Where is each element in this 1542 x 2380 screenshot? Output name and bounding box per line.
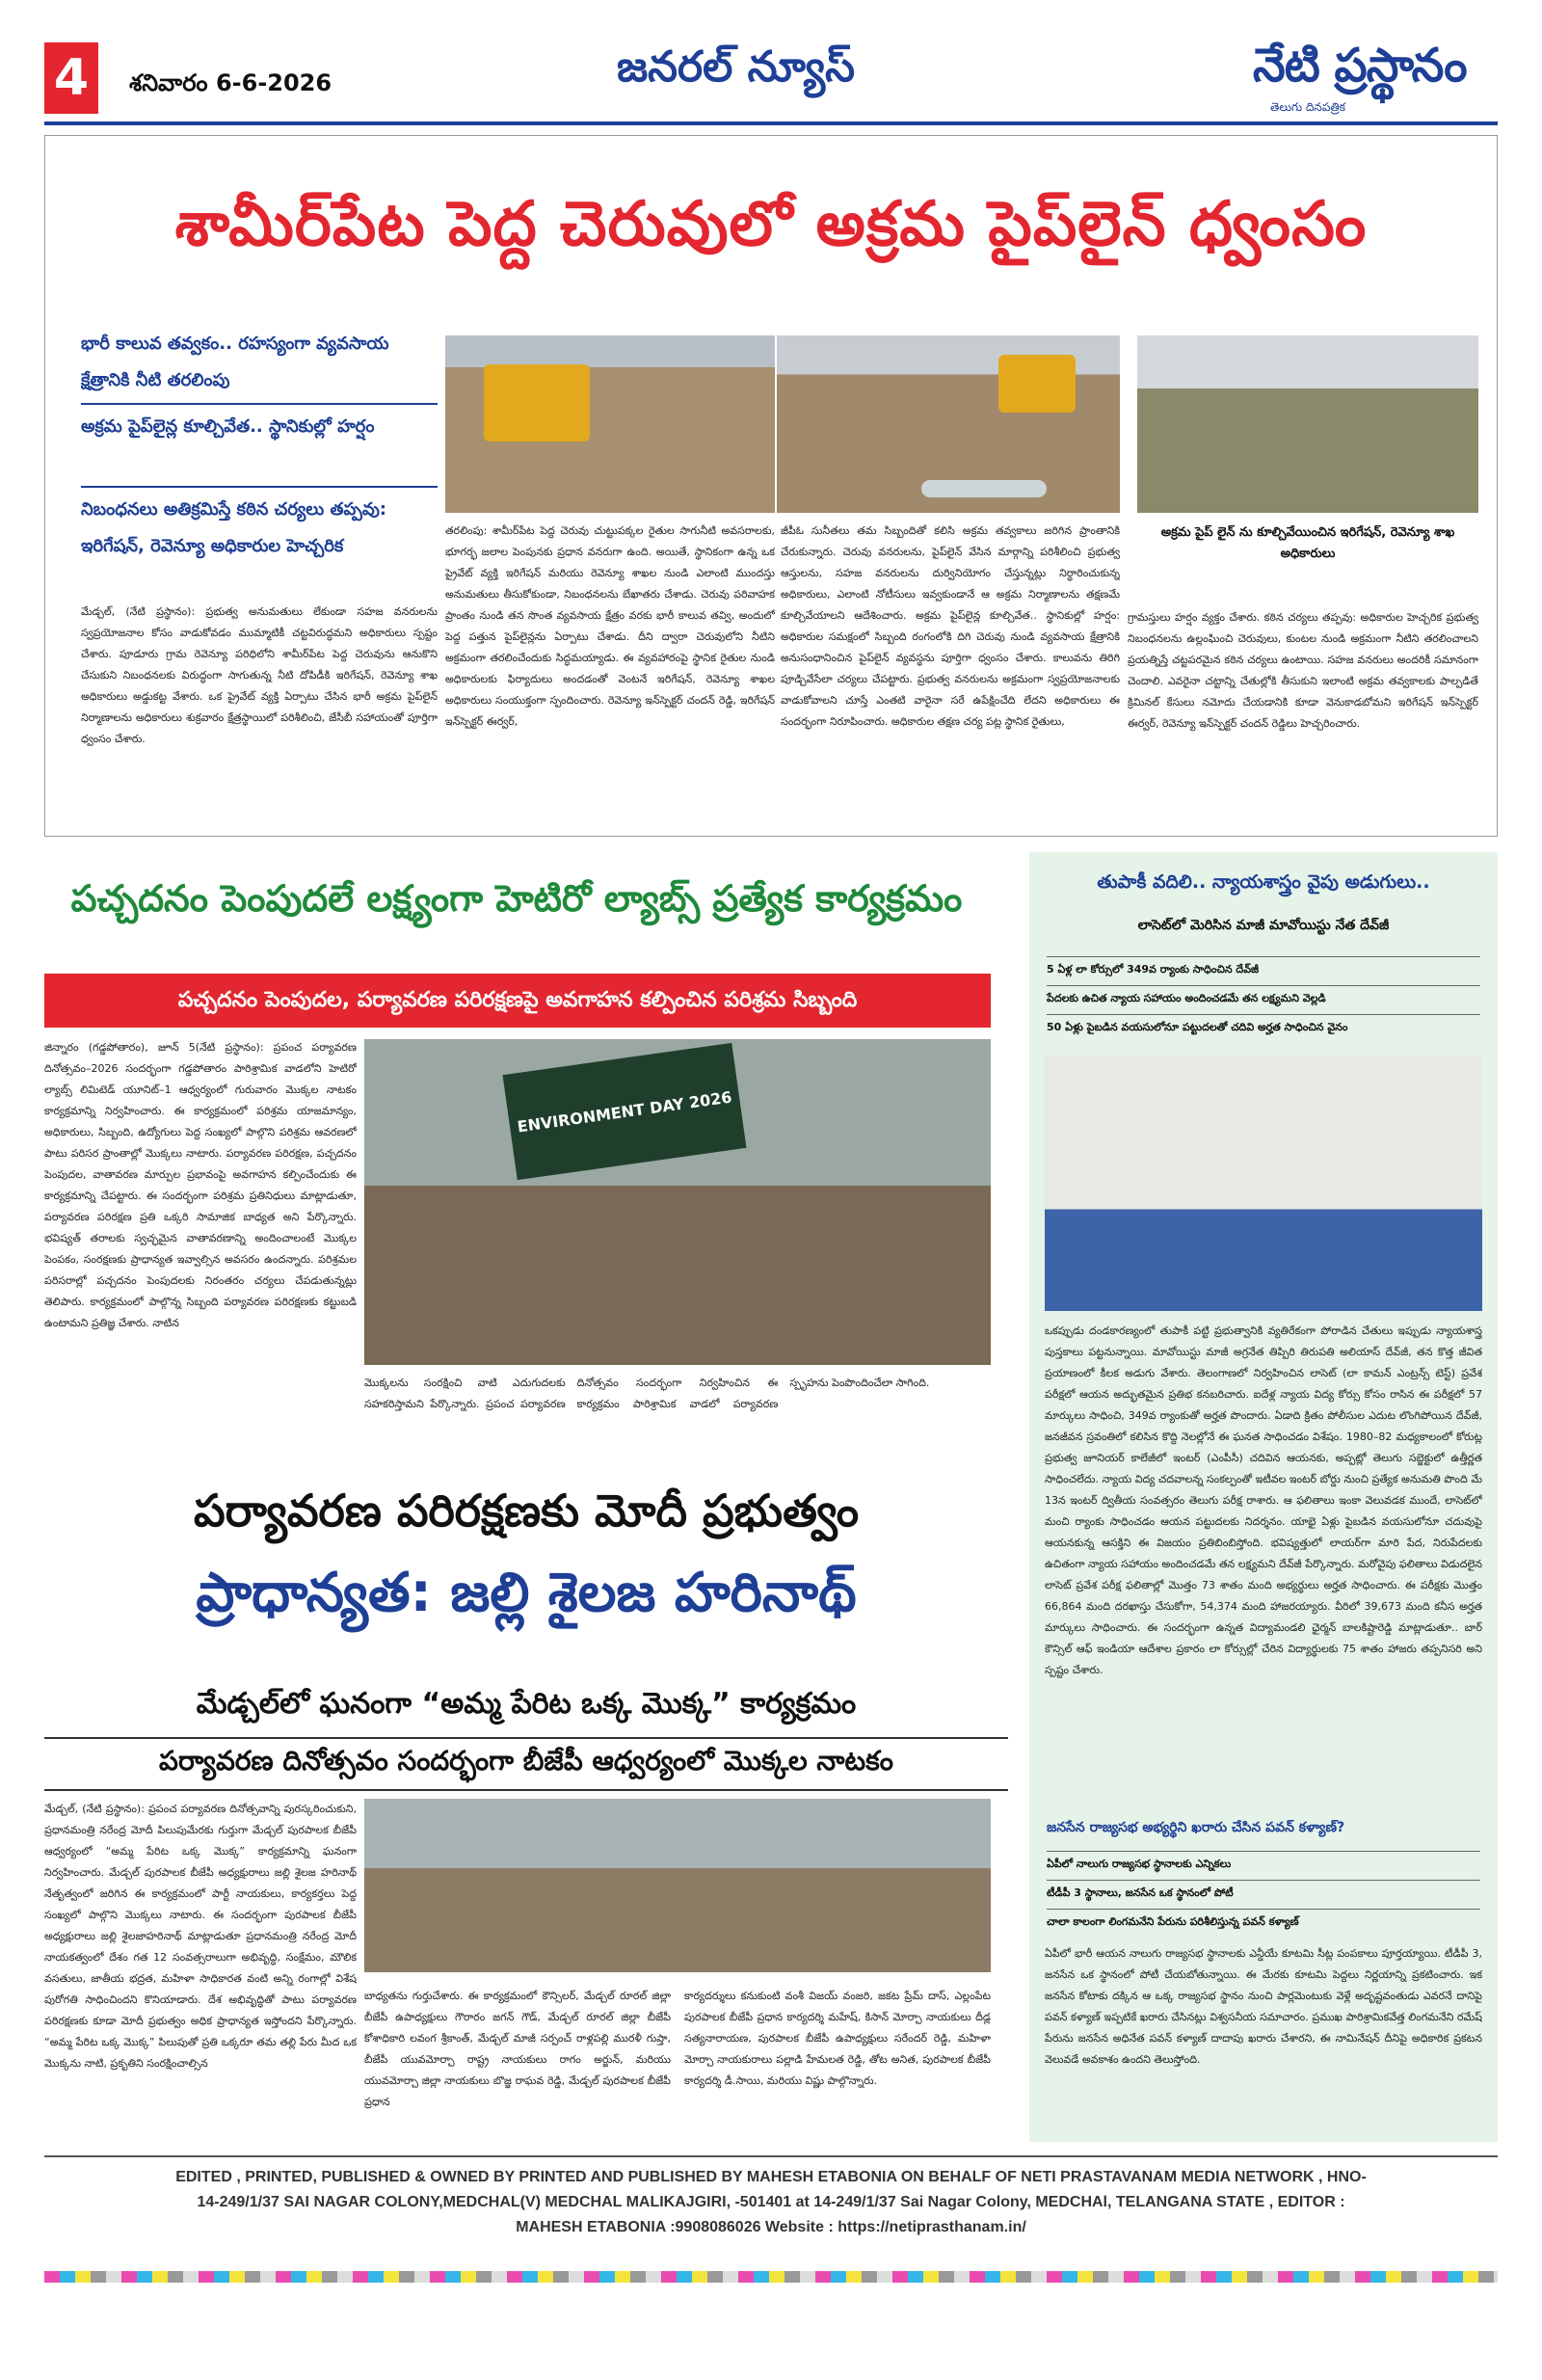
story1-headline: శామీర్‌పేట పెద్ద చెరువులో అక్రమ పైప్‌లైన్ ధ్వంసం bbox=[174, 189, 1368, 260]
newspaper-tagline: తెలుగు దినపత్రిక bbox=[1270, 100, 1346, 114]
sidebar-highlight: 5 ఏళ్ల లా కోర్సులో 349వ ర్యాంకు సాధించిన దేవ్‌జీ bbox=[1047, 956, 1480, 978]
story3-subhead-2: పర్యావరణ దినోత్సవం సందర్భంగా బీజేపీ ఆధ్వర్యంలో మొక్కల నాటకం bbox=[44, 1737, 1008, 1791]
imprint-line-1: EDITED , PRINTED, PUBLISHED & OWNED BY PRINTED AND PUBLISHED BY MAHESH ETABONIA ON BEHALF OF NETI PRASTAVANAM MEDIA NETWORK , HNO- bbox=[175, 2169, 1367, 2185]
color-registration-strip bbox=[44, 2271, 1498, 2283]
excavator-photo bbox=[445, 335, 775, 513]
sidebar-highlight: టీడీపీ 3 స్థానాలు, జనసేన ఒక స్థానంలో పోటీ bbox=[1047, 1880, 1480, 1902]
section-title: జనరల్ న్యూస్ bbox=[617, 42, 855, 92]
bjp-planting-photo bbox=[364, 1799, 991, 1972]
sidebar-headline-2: జనసేన రాజ్యసభ అభ్యర్థిని ఖరారు చేసిన పవన్ కళ్యాణ్? bbox=[1047, 1820, 1345, 1835]
story1-subhead-3: నిబంధనలు అతిక్రమిస్తే కఠిన చర్యలు తప్పవు: ఇరిగేషన్, రెవెన్యూ అధికారుల హెచ్చరిక bbox=[81, 499, 386, 556]
photo-caption: అక్రమ పైప్ లైన్ ను కూల్చివేయించిన ఇరిగేషన్, రెవెన్యూ శాఖ అధికారులు bbox=[1160, 525, 1455, 561]
page-number: 4 bbox=[44, 42, 98, 114]
imprint-line-3: MAHESH ETABONIA :9908086026 Website : https://netiprasthanam.in/ bbox=[516, 2219, 1026, 2235]
subhead-divider bbox=[81, 403, 438, 405]
story3-headline-line1: పర్యావరణ పరిరక్షణకు మోదీ ప్రభుత్వం bbox=[193, 1484, 860, 1537]
story1-subhead-1: భారీ కాలువ తవ్వకం.. రహస్యంగా వ్యవసాయ క్షేత్రానికి నీటి తరలింపు bbox=[81, 334, 389, 390]
sidebar-body: ఒకప్పుడు దండకారణ్యంలో తుపాకీ పట్టి ప్రభుత్వానికి వ్యతిరేకంగా పోరాడిన చేతులు ఇప్పుడు న్యాయశాస్త్ర పుస్తకాలు పట్టనున్నాయి. మావోయిస్టు మాజీ అగ్రనేత తిప్పిరి తిరుపతి అలియాస్ దేవ్‌జీ, తన కొత్త జీవిత ప్రయాణంలో కీలక అడుగు వేశారు. తెలంగాణలో నిర్వహించిన లాసెట్ (లా కామన్ ఎంట్రన్స్ టెస్ట్) ప్రవేశ పరీక్షలో ఆయన అద్భుతమైన ప్రతిభ కనబరిచారు. ఐదేళ్ల న్యాయ విద్య కోర్సు కోసం రాసిన ఈ పరీక్షలో 57 మార్కులు సాధించి, 349వ ర్యాంకుతో అర్హత పొందారు. ఏడాది క్రితం పోలీసుల ఎదుట లొంగిపోయిన దేవ్‌జీ, జనజీవన స్రవంతిలో కలిసిన కొద్ది నెలల్లోనే ఈ ఘనత సాధించడం విశేషం. 1980–82 మధ్యకాలంలో కోరుట్ల ప్రభుత్వ జూనియర్ కాలేజీలో ఇంటర్ (ఎంపీసీ) చదివిన ఆయనకు, అప్పట్లో తెలుగు సబ్జెక్టులో ఉత్తీర్ణత సాధించలేదు. న్యాయ విద్య చదవాలన్న సంకల్పంతో ఇటీవల ఇంటర్ బోర్డు నుంచి ప్రత్యేక అనుమతి పొంది మే 13న ఇంటర్ ద్వితీయ సంవత్సరం తెలుగు పరీక్ష రాశారు. ఆ ఫలితాలు ఇంకా వెలువడక ముందే, లాసెట్‌లో మంచి ర్యాంకు సాధించడం ఆయన పట్టుదలకు నిదర్శనం. యాభై ఏళ్లు పైబడిన వయసులోనూ చదువుపై ఆయనకున్న ఆసక్తిని ఈ విజయం ప్రతిబింబిస్తోంది. భవిష్యత్తులో లాయర్‌గా మారి పేద, నిరుపేదలకు ఉచితంగా న్యాయ సహాయం అందించడమే తన లక్ష్యమని దేవ్‌జీ పేర్కొన్నారు. మరోవైపు ఫలితాలు విడుదలైన లాసెట్ ప్రవేశ పరీక్ష ఫలితాల్లో మొత్తం 73 శాతం మంది అభ్యర్థులు అర్హత సాధించారు. ఈ పరీక్షకు మొత్తం 66,864 మంది దరఖాస్తు చేసుకోగా, 54,374 మంది హాజరయ్యారు. వీరిలో 39,673 మంది కనీస అర్హత మార్కులు సాధించారు. ఈ సందర్భంగా ఉన్నత విద్యామండలి ఛైర్మన్ బాలకిష్టారెడ్డి మాట్లాడుతూ.. బార్ కౌన్సిల్ ఆఫ్ ఇండియా ఆదేశాల ప్రకారం లా కోర్సుల్లో చేరిన విద్యార్థులకు 75 శాతం హాజరు తప్పనిసరి అని స్పష్టం చేశారు. bbox=[1045, 1324, 1482, 1676]
issue-date: శనివారం 6-6-2026 bbox=[129, 69, 332, 96]
story1-subhead-2: అక్రమ పైప్‌లైన్ల కూల్చివేత.. స్థానికుల్లో హర్షం bbox=[81, 416, 375, 437]
story3-headline-line2: ప్రాధాన్యత: జల్లి శైలజ హరినాథ్ bbox=[196, 1562, 857, 1624]
sidebar-highlight: 50 ఏళ్లు పైబడిన వయసులోనూ పట్టుదలతో చదివి అర్హత సాధించిన వైనం bbox=[1047, 1014, 1480, 1036]
jcb-icon bbox=[998, 355, 1076, 413]
story3-body-left: మేడ్చల్, (నేటి ప్రస్థానం): ప్రపంచ పర్యావరణ దినోత్సవాన్ని పురస్కరించుకుని, ప్రధానమంత్రి నరేంద్ర మోదీ పిలుపుమేరకు గుర్తుగా మేడ్చల్ పురపాలక బీజేపీ ఆధ్వర్యంలో “అమ్మ పేరిట ఒక్క మొక్క” కార్యక్రమాన్ని ఘనంగా నిర్వహించారు. మేడ్చల్ పురపాలక బీజేపీ అధ్యక్షురాలు జల్లి శైలజ హరినాథ్ నేతృత్వంలో జరిగిన ఈ కార్యక్రమంలో పార్టీ నాయకులు, కార్యకర్తలు పెద్ద సంఖ్యలో పాల్గొని మొక్కలు నాటారు. ఈ సందర్భంగా పురపాలక బీజేపీ అధ్యక్షురాలు జల్లి శైలజాహరినాథ్ మాట్లాడుతూ ప్రధానమంత్రి నరేంద్ర మోదీ నాయకత్వంలో దేశం గత 12 సంవత్సరాలుగా అభివృద్ధి, సంక్షేమం, మౌలిక వసతులు, జాతీయ భద్రత, మహిళా సాధికారత వంటి అన్ని రంగాల్లో విశేష పురోగతి సాధించిందని కొనియాడారు. దేశ అభివృద్ధితో పాటు పర్యావరణ పరిరక్షణకు కూడా మోదీ ప్రభుత్వం అధిక ప్రాధాన్యత ఇస్తోందని పేర్కొన్నారు. “అమ్మ పేరిట ఒక్క మొక్క” పిలుపుతో ప్రతి ఒక్కరూ తమ తల్లి పేరు మీద ఒక మొక్కను నాటి, ప్రకృతిని సంరక్షించాల్సిన bbox=[44, 1803, 357, 2070]
pipeline-trench-photo bbox=[777, 335, 1120, 513]
sidebar-headline: తుపాకీ వదిలి.. న్యాయశాస్త్రం వైపు అడుగులు.. bbox=[1097, 871, 1430, 893]
pipe-icon bbox=[921, 480, 1047, 497]
jcb-icon bbox=[484, 364, 590, 441]
story2-headline: పచ్చదనం పెంపుదలే లక్ష్యంగా హెటిరో ల్యాబ్స్ ప్రత్యేక కార్యక్రమం bbox=[70, 877, 963, 920]
story1-body-col2: తరలింపు: శామీర్‌పేట పెద్ద చెరువు చుట్టుపక్కల రైతుల సాగునీటి అవసరాలకు, భూగర్భ జలాల పెంపునకు ప్రధాన వనరుగా ఉంది. అయితే, స్థానికంగా ఉన్న ఒక ప్రైవేట్ వ్యక్తి ఇరిగేషన్ మరియు రెవెన్యూ శాఖల నుండి ఎలాంటి ముందస్తు అనుమతులు తీసుకోకుండా, నిబంధనలను బేఖాతరు చేశాడు. చెరువు పరివాహక ప్రాంతం నుండి తన సొంత వ్యవసాయ క్షేత్రం వరకు భారీ కాలువ తవ్వి, అందులో పెద్ద పత్తున పైప్‌లైన్లను ఏర్పాటు చేశాడు. దీని ద్వారా చెరువులోని నీటిని అక్రమంగా తరలించేందుకు సిద్ధమయ్యాడు. ఈ వ్యవహారంపై స్థానిక రైతుల నుండి అధికారులకు ఫిర్యాదులు అందడంతో వెంటనే ఇరిగేషన్, రెవెన్యూ శాఖల అధికారులు సంయుక్తంగా స్పందించారు. రెవెన్యూ ఇన్‌స్పెక్టర్ చందన్ రెడ్డి, ఇరిగేషన్ ఇన్‌స్పెక్టర్ ఈర్వర్, bbox=[445, 524, 775, 728]
footer-rule bbox=[44, 2155, 1498, 2157]
devji-portrait-photo bbox=[1045, 1056, 1482, 1311]
story3-body-mid: బాధ్యతను గుర్తుచేశారు. ఈ కార్యక్రమంలో కౌన్సిలర్, మేడ్చల్ రూరల్ జిల్లా బీజేపీ ఉపాధ్యక్షులు గౌరారం జగన్ గౌడ్, మేడ్చల్ రూరల్ జిల్లా బీజేపీ కోశాధికారి లవంగ శ్రీకాంత్, మేడ్చల్ మాజీ సర్పంచ్ రాళ్లపల్లి మురళీ గుప్తా, బీజేపీ యువమోర్చా రాష్ట్ర నాయకులు రాగం అర్జున్, మరియు యువమోర్చా జిల్లా నాయకులు బొజ్జ రాఘవ రెడ్డి, మేడ్చల్ పురపాలక బీజేపీ ప్రధాన bbox=[364, 1990, 671, 2108]
environment-day-banner: ENVIRONMENT DAY 2026 bbox=[503, 1043, 747, 1180]
sidebar-highlight: పేదలకు ఉచిత న్యాయ సహాయం అందించడమే తన లక్ష్యమని వెల్లడి bbox=[1047, 985, 1480, 1007]
masthead-rule bbox=[44, 121, 1498, 125]
story3-body-right: కార్యదర్శులు కనుకుంటి వంశీ విజయ్ వంజరి, జకట ప్రేమ్ దాస్, ఎల్లంపేట పురపాలక బీజేపీ ప్రధాన కార్యదర్శి మహేష్, కిసాన్ మోర్చా నాయకులు దీడ్ల సత్యనారాయణ, పురపాలక బీజేపీ ఉపాధ్యక్షులు సరేందర్ రెడ్డి, మహిళా మోర్చా నాయకురాలు పల్లాడి హేమలత రెడ్డి, తోట అనిత, పురపాలక బీజేపీ కార్యదర్శి డీ.సాయి, మరియు విష్ణు పాల్గొన్నారు. bbox=[684, 1990, 991, 2087]
heterolabs-group-photo bbox=[364, 1039, 991, 1365]
story2-body: జిన్నారం (గడ్డపోతారం), జూన్ 5(నేటి ప్రస్థానం): ప్రపంచ పర్యావరణ దినోత్సవం–2026 సందర్భంగా గడ్డపోతారం పారిశ్రామిక వాడలోని హెటిరో ల్యాబ్స్ లిమిటెడ్ యూనిట్–1 ఆధ్వర్యంలో గురువారం మొక్కల నాటకం కార్యక్రమాన్ని నిర్వహించారు. ఈ కార్యక్రమంలో పరిశ్రమ యాజమాన్యం, అధికారులు, సిబ్బంది, ఉద్యోగులు పెద్ద సంఖ్యలో పాల్గొని పరిశ్రమ ఆవరణలో పాటు పరిసర ప్రాంతాల్లో మొక్కలు నాటారు. పర్యావరణ పరిరక్షణ, పచ్చదనం పెంపుదల, వాతావరణ మార్పుల ప్రభావంపై అవగాహన కల్పించేందుకు ఈ కార్యక్రమాన్ని చేపట్టారు. ఈ సందర్భంగా పరిశ్రమ ప్రతినిధులు మాట్లాడుతూ, పర్యావరణ పరిరక్షణ ప్రతి ఒక్కరి సామాజిక బాధ్యత అని పేర్కొన్నారు. భవిష్యత్ తరాలకు స్వచ్ఛమైన వాతావరణాన్ని అందించాలంటే మొక్కల పెంపకం, సంరక్షణకు ప్రాధాన్యత ఇవ్వాల్సిన అవసరం ఉందన్నారు. పరిశ్రమల పరిసరాల్లో పచ్చదనం పెంపుదలకు నిరంతరం చర్యలు చేపడుతున్నట్లు తెలిపారు. కార్యక్రమంలో పాల్గొన్న సిబ్బంది పర్యావరణ పరిరక్షణకు కట్టుబడి ఉంటామని ప్రతిజ్ఞ చేశారు. నాటిన bbox=[44, 1041, 357, 1329]
imprint-line-2: 14-249/1/37 SAI NAGAR COLONY,MEDCHAL(V) MEDCHAL MALIKAJGIRI, -501401 at 14-249/1/37 Sai Nagar Colony, MEDCHAl, TELANGANA STATE , EDITOR : bbox=[197, 2194, 1345, 2210]
story3-subhead-1: మేడ్చల్‌లో ఘనంగా “అమ్మ పేరిట ఒక్క మొక్క” కార్యక్రమం bbox=[196, 1687, 857, 1721]
sidebar-highlight: ఏపీలో నాలుగు రాజ్యసభ స్థానాలకు ఎన్నికలు bbox=[1047, 1851, 1480, 1873]
sidebar-subhead: లాసెట్‌లో మెరిసిన మాజీ మావోయిస్టు నేత దేవ్‌జీ bbox=[1137, 918, 1390, 933]
sidebar-highlight: చాలా కాలంగా లింగమనేని పేరును పరిశీలిస్తున్న పవన్ కళ్యాణ్ bbox=[1047, 1909, 1480, 1931]
officials-inspection-photo bbox=[1137, 335, 1478, 513]
story2-subhead: పచ్చదనం పెంపుదల, పర్యావరణ పరిరక్షణపై అవగాహన కల్పించిన పరిశ్రమ సిబ్బంది bbox=[44, 974, 991, 1028]
newspaper-logo: నేటి ప్రస్థానం bbox=[1253, 39, 1467, 93]
story1-body-col1: మేడ్చల్, (నేటి ప్రస్థానం): ప్రభుత్వ అనుమతులు లేకుండా సహజ వనరులను స్వప్రయోజనాల కోసం వాడుకోవడం ముమ్మాటికీ చట్టవిరుద్ధమని అధికారులు స్పష్టం చేశారు. పూడూరు గ్రామ రెవెన్యూ పరిధిలోని శామీర్‌పేట పెద్ద చెరువును ఆనుకొని చేసుకుని నిబంధనలకు విరుద్ధంగా సాగుతున్న నీటి దోపిడీకి ఇరిగేషన్, రెవెన్యూ శాఖ అధికారులు అడ్డుకట్ట వేశారు. ఒక ప్రైవేట్ వ్యక్తి ఏర్పాటు చేసిన భారీ అక్రమ పైప్‌లైన్ నిర్మాణాలను అధికారులు శుక్రవారం క్షేత్రస్థాయిలో పరిశీలించి, జేసీబీ సహాయంతో పూర్తిగా ధ్వంసం చేశారు. bbox=[81, 605, 438, 745]
story1-body-col3: జీపీఓ సునీతలు తమ సిబ్బందితో కలిసి అక్రమ తవ్వకాలు జరిగిన ప్రాంతానికి చేరుకున్నారు. చెరువు వనరులను, పైప్‌లైన్ వేసిన మార్గాన్ని పరిశీలించి ప్రభుత్వ ఆస్తులను, సహజ వనరులను దుర్వినియోగం చేస్తున్నట్లు నిర్ధారించుకున్న అధికారులు, ఎలాంటి నోటీసులు ఇవ్వకుండానే ఆ అక్రమ నిర్మాణాలను తక్షణమే కూల్చివేయాలని ఆదేశించారు. అక్రమ పైప్‌లైన్ల కూల్చివేత.. స్థానికుల్లో హర్షం: అధికారుల సమక్షంలో సిబ్బంది రంగంలోకి దిగి చెరువు నుండి వ్యవసాయ క్షేత్రానికి అనుసంధానించిన పైప్‌లైన్ వ్యవస్థను పూర్తిగా ధ్వంసం చేశారు. కాలువను తిరిగి పూడ్చివేసేలా చర్యలు చేపట్టారు. ప్రభుత్వ వనరులను అక్రమంగా స్వప్రయోజనాలకు వాడుకోవాలని చూస్తే ఎంతటి వారైనా సరే ఉపేక్షించేది లేదని అధికారులు ఈ సందర్భంగా నిరూపించారు. అధికారుల తక్షణ చర్య పట్ల స్థానిక రైతులు, bbox=[781, 524, 1120, 728]
story2-body-bottom: మొక్కలను సంరక్షించి వాటి ఎదుగుదలకు సహకరిస్తామని పేర్కొన్నారు. ప్రపంచ పర్యావరణ దినోత్సవం సందర్భంగా నిర్వహించిన ఈ కార్యక్రమం పారిశ్రామిక వాడలో పర్యావరణ స్పృహను పెంపొందించేలా సాగింది. bbox=[364, 1377, 930, 1410]
imprint-footer bbox=[44, 2165, 1498, 2240]
subhead-divider bbox=[81, 486, 438, 488]
sidebar-body-2: ఏపీలో భారీ ఆయన నాలుగు రాజ్యసభ స్థానాలకు ఎన్డీయే కూటమి సీట్ల పంపకాలు పూర్తయ్యాయి. టీడీపీ 3, జనసేన ఒక స్థానంలో పోటీ చేయబోతున్నాయి. ఈ మేరకు కూటమి పెద్దలు నిర్ణయాన్ని ప్రకటించారు. ఇక జనసేన కోటాకు దక్కిన ఆ ఒక్క రాజ్యసభ స్థానం నుంచి పార్లమెంటుకు వెళ్లే అదృష్టవంతుడు ఎవరనే దానిపై పవన్ కళ్యాణ్ ఇప్పటికే ఖరారు చేసినట్లు విశ్వసనీయ సమాచారం. ప్రముఖ పారిశ్రామికవేత్త లింగమనేని రమేష్ పేరును జనసేన అధినేత పవన్ కళ్యాణ్ దాదాపు ఖరారు చేశారని, ఈ నామినేషన్ దీనిపై అధికారిక ప్రకటన వెలువడే అవకాశం ఉందని తెలుస్తోంది. bbox=[1045, 1947, 1482, 2066]
story1-body-col4: గ్రామస్తులు హర్షం వ్యక్తం చేశారు. కఠిన చర్యలు తప్పవు: అధికారుల హెచ్చరిక ప్రభుత్వ నిబంధనలను ఉల్లంఘించి చెరువులు, కుంటల నుండి అక్రమంగా నీటిని తరలించాలని ప్రయత్నిస్తే చట్టపరమైన కఠిన చర్యలు ఉంటాయి. సహజ వనరులు అందరికీ సమానంగా చెందాలి. ఎవరైనా చట్టాన్ని చేతుల్లోకి తీసుకుని ఇలాంటి అక్రమ తవ్వకాలకు పాల్పడితే క్రిమినల్ కేసులు నమోదు చేయడానికి కూడా వెనుకాడబోమని ఇరిగేషన్ ఇన్‌స్పెక్టర్ ఈర్వర్, రెవెన్యూ ఇన్‌స్పెక్టర్ చందన్ రెడ్డిలు హెచ్చరించారు. bbox=[1128, 611, 1478, 730]
